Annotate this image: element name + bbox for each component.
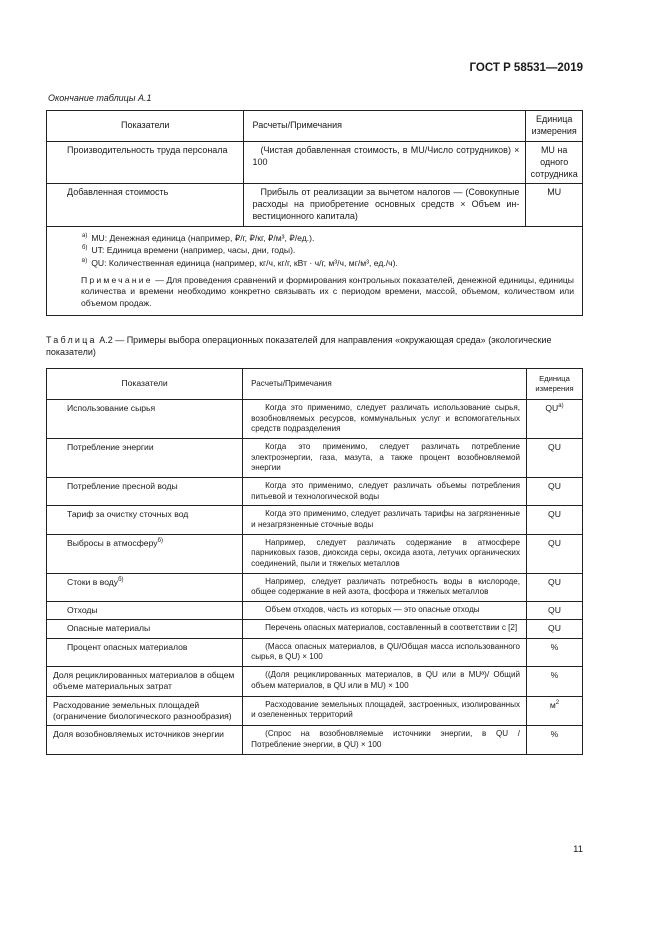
unit-cell (527, 726, 583, 754)
table-row (47, 638, 583, 666)
calculation-cell: (Чистая добавленная стоимость, в MU/Число сотрудников) × 100 (244, 141, 526, 184)
calculation-cell: (Масса опасных материалов, в QU/Общая масса использованного сырья, в QU) × 100 (243, 638, 527, 666)
indicator-footnote-mark: б) (118, 576, 124, 583)
page-number: 11 (573, 844, 583, 855)
indicator-cell (47, 667, 243, 697)
document-code: ГОСТ Р 58531—2019 (469, 62, 583, 74)
unit-cell (527, 620, 583, 638)
column-header-unit: Единица измерения (527, 369, 583, 400)
table-row (47, 534, 583, 573)
unit-cell (527, 602, 583, 620)
indicator-cell (47, 534, 243, 573)
unit-cell (527, 638, 583, 666)
footnote (82, 233, 574, 244)
calculation-cell: Когда это применимо, следует различать тарифы на загрязненные и незагрязненные сточные воды (243, 506, 527, 534)
unit-cell (527, 400, 583, 439)
indicator-text: Отходы (67, 605, 98, 616)
indicator-text: Потребление пресной воды (67, 481, 178, 492)
unit-cell (527, 534, 583, 573)
indicator-cell (47, 506, 243, 534)
table-row (47, 141, 583, 184)
footnote-text: UT: Единица времени (например, часы, дни, годы). (91, 245, 296, 256)
column-header-calculations: Расчеты/Примечания (244, 111, 526, 142)
unit-cell (527, 696, 583, 726)
table-caption: А.2 — Примеры выбора операционных показателей для направления «окружающая среда» (экологические показатели) (46, 335, 552, 358)
unit-footnote-mark: 2 (555, 699, 560, 706)
unit-text: QU (548, 605, 561, 616)
table-a2-title (46, 334, 583, 358)
table-a1 (46, 110, 583, 316)
unit-cell (527, 667, 583, 697)
footnote (82, 258, 574, 269)
calculation-cell: (Спрос на возобновляемые источники энергии, в QU / Потребление энергии, в QU) × 100 (243, 726, 527, 754)
unit-text: QU (545, 403, 559, 413)
table-row (47, 726, 583, 754)
indicator-cell: Добавленная стоимость (47, 184, 244, 227)
table-row (47, 439, 583, 478)
table-row (47, 620, 583, 638)
unit-text: QU (548, 509, 561, 520)
table-a2 (46, 368, 583, 755)
calculation-cell: Объем отходов, часть из которых — это опасные отходы (243, 602, 527, 620)
calculation-cell: Расходование земельных площадей, застроенных, изолированных и озелененных территорий (243, 696, 527, 726)
unit-cell (527, 573, 583, 601)
unit-cell: MU на одного сотрудника (526, 141, 583, 184)
unit-cell (527, 439, 583, 478)
column-header-indicators: Показатели (47, 111, 244, 142)
indicator-cell (47, 478, 243, 506)
table-row (47, 573, 583, 601)
indicator-text: Использование сырья (67, 403, 156, 413)
indicator-cell (47, 602, 243, 620)
table-notes (47, 227, 583, 316)
unit-text: % (550, 729, 559, 740)
footnote-text: MU: Денежная единица (например, ₽/г, ₽/кг, ₽/м³, ₽/ед.). (91, 233, 315, 243)
column-header-unit: Единица измерения (526, 111, 583, 142)
indicator-cell (47, 620, 243, 638)
table-row (47, 506, 583, 534)
note-text: — Для проведения сравнений и формирования контрольных показателей, денежной единицы, единицы количества и времени необходимо конкретно связывать их с периодом времени, массой, объемом, количеством или объемом продаж. (81, 275, 574, 308)
unit-text: QU (548, 537, 561, 548)
indicator-text: Доля возобновляемых источников энергии (53, 729, 224, 740)
unit-text: QU (548, 576, 561, 587)
indicator-text: Выбросы в атмосферу (67, 537, 158, 548)
table-row (47, 184, 583, 227)
unit-text: % (550, 670, 559, 681)
calculation-cell: Например, следует различать содержание в атмосфере парниковых газов, диоксида серы, оксида азота, летучих органических соединений, пыли и тяжелых металлов (243, 534, 527, 573)
indicator-text: Процент опасных материалов (67, 641, 188, 652)
footnote-mark: б) (82, 245, 88, 252)
indicator-cell (47, 638, 243, 666)
calculation-cell: Прибыль от реализации за вычетом налогов — (Совокупные расходы на приобретение основных средств × Объем инвестиционного капитала) (244, 184, 526, 227)
indicator-text: Доля рециклированных материалов в общем объеме материальных затрат (53, 670, 235, 692)
footnote-text: QU: Количественная единица (например, кг/ч, кг/г, кВт · ч/г, м³/ч, мг/м³, ед./ч). (91, 257, 398, 268)
indicator-text: Тариф за очистку сточных вод (67, 509, 189, 520)
column-header-calculations: Расчеты/Примечания (243, 369, 527, 400)
unit-text: м (549, 699, 556, 710)
calculation-cell: Когда это применимо, следует различать объемы потребления питьевой и технологической воды (243, 478, 527, 506)
calculation-cell: Например, следует различать потребность воды в кислороде, общее содержание в ней азота, фосфора и тяжелых металлов (243, 573, 527, 601)
indicator-cell (47, 400, 243, 439)
unit-footnote-mark: а) (558, 403, 564, 410)
unit-text: QU (548, 442, 561, 453)
table-header-row (47, 369, 583, 400)
unit-cell: MU (526, 184, 583, 227)
note-label: Примечание (81, 275, 153, 286)
table-label: Таблица (46, 335, 97, 345)
indicator-cell (47, 726, 243, 754)
indicator-cell: Производительность труда персонала (47, 141, 244, 184)
table-row (47, 696, 583, 726)
indicator-text: Расходование земельных площадей (ограничение биологического разнообразия) (53, 699, 232, 722)
indicator-cell (47, 696, 243, 726)
table-header-row (47, 111, 583, 142)
indicator-text: Стоки в воду (67, 576, 119, 587)
footnote-mark: в) (82, 257, 88, 264)
footnote-mark: а) (82, 233, 88, 240)
calculation-cell: Когда это применимо, следует различать потребление электроэнергии, газа, мазута, а также процент возобновляемой энергии (243, 439, 527, 478)
unit-text: QU (548, 623, 561, 634)
table-row (47, 602, 583, 620)
table-row (47, 478, 583, 506)
table-row (47, 667, 583, 697)
unit-text: QU (548, 481, 561, 492)
calculation-cell: Перечень опасных материалов, составленный в соответствии с [2] (243, 620, 527, 638)
unit-cell (527, 478, 583, 506)
table-notes-row (47, 227, 583, 316)
calculation-cell: Когда это применимо, следует различать использование сырья, возобновляемых ресурсов, коммунальных услуг и вспомогательных средств подразделения (243, 400, 527, 439)
indicator-cell (47, 573, 243, 601)
unit-text: % (550, 641, 559, 652)
indicator-text: Опасные материалы (67, 623, 151, 634)
indicator-text: Потребление энергии (67, 442, 154, 453)
indicator-cell (47, 439, 243, 478)
column-header-indicators: Показатели (47, 369, 243, 400)
unit-cell (527, 506, 583, 534)
table-row (47, 400, 583, 439)
indicator-footnote-mark: б) (157, 537, 163, 544)
calculation-cell: ((Доля рециклированных материалов, в QU или в MUª)/ Общий объем материалов, в QU или в MU) × 100 (243, 667, 527, 697)
table-note (81, 275, 574, 309)
footnote (82, 245, 574, 256)
table-continuation-title: Окончание таблицы А.1 (48, 93, 152, 103)
